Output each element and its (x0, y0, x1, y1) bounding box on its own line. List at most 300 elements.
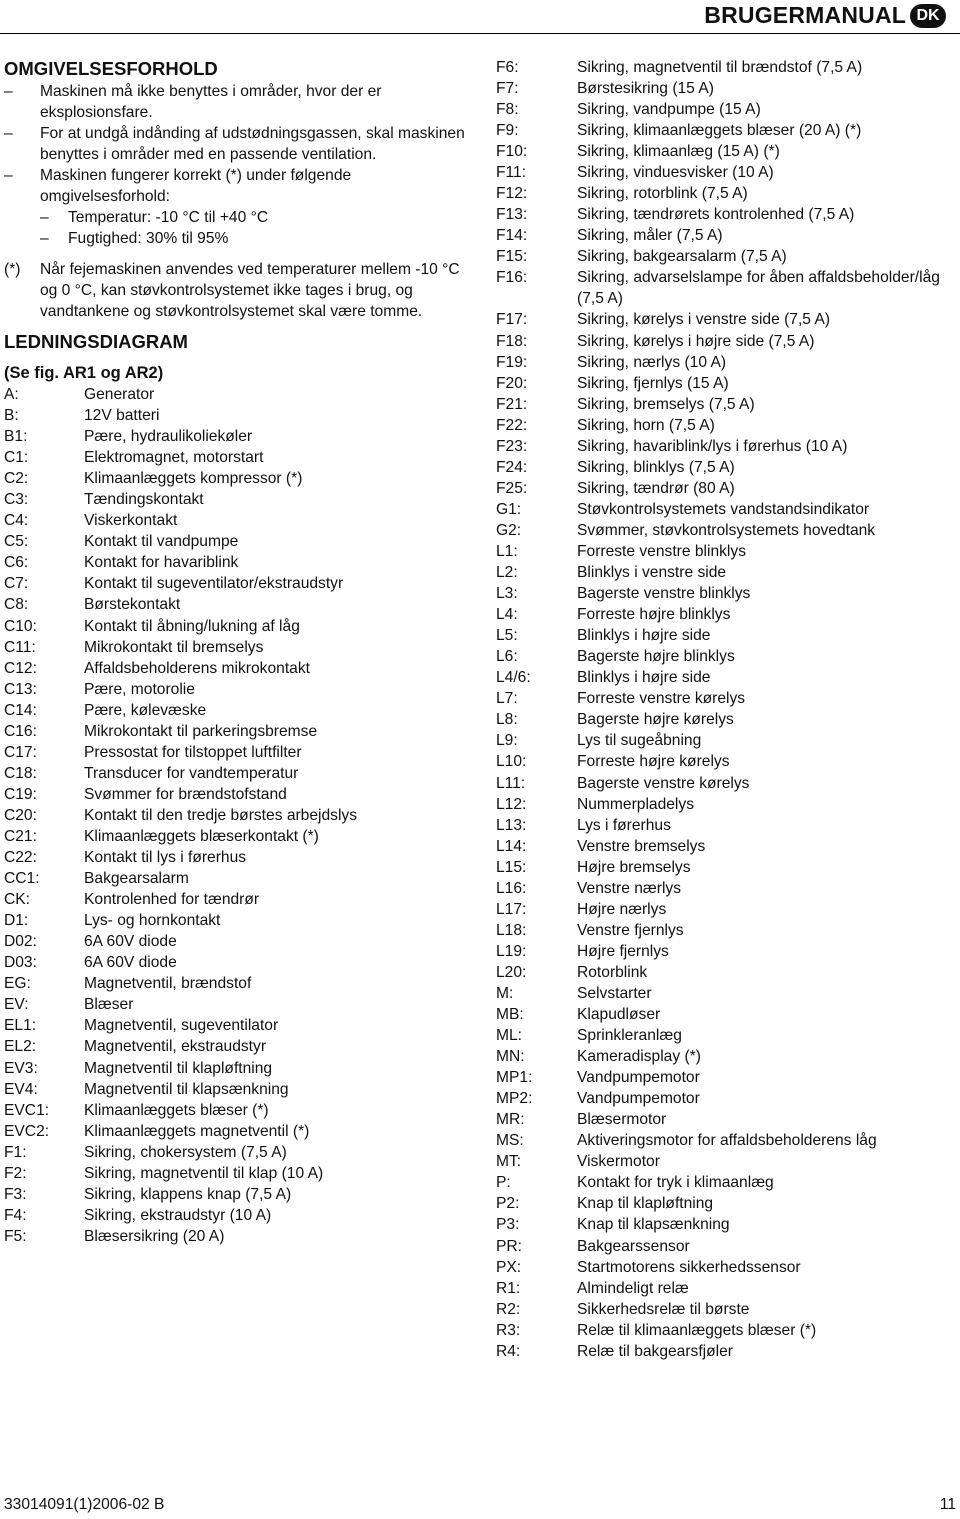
legend-row (4, 721, 474, 742)
section-title-environment: OMGIVELSESFORHOLD (4, 58, 218, 79)
legend-row (496, 1341, 956, 1362)
legend-row (4, 573, 474, 594)
figure-reference: (Se fig. AR1 og AR2) (4, 364, 164, 382)
component-code: B: (4, 407, 19, 425)
legend-row (4, 784, 474, 805)
component-code: R3: (496, 1321, 521, 1339)
component-description: Vandpumpemotor (577, 1090, 700, 1108)
legend-row (496, 57, 956, 78)
legend-row (496, 520, 956, 541)
legend-row (4, 531, 474, 552)
legend-row (4, 1100, 474, 1121)
page-header (0, 0, 960, 34)
component-description: Vandpumpemotor (577, 1069, 700, 1087)
component-code: C18: (4, 764, 37, 782)
legend-row (496, 78, 956, 99)
component-description: Sikring, chokersystem (7,5 A) (84, 1143, 287, 1161)
component-code: F5: (4, 1227, 27, 1245)
component-description: Sikring, vinduesvisker (10 A) (577, 164, 774, 182)
legend-row (496, 309, 956, 330)
component-code: G1: (496, 500, 522, 518)
component-description: Sikring, kørelys i venstre side (7,5 A) (577, 311, 831, 329)
component-code: L2: (496, 564, 518, 582)
component-code: G2: (496, 521, 522, 539)
component-description: Svømmer, støvkontrolsystemets hovedtank (577, 521, 876, 539)
legend-row (496, 1130, 956, 1151)
component-description: Klimaanlæggets blæserkontakt (*) (84, 827, 319, 845)
component-code: PX: (496, 1258, 522, 1276)
component-description: Klapudløser (577, 1006, 661, 1024)
component-code: C7: (4, 575, 29, 593)
legend-row (4, 1015, 474, 1036)
component-code: F14: (496, 227, 528, 245)
component-description: Sikkerhedsrelæ til børste (577, 1300, 750, 1318)
component-description: Nummerpladelys (577, 795, 694, 813)
legend-row (496, 225, 956, 246)
manual-title: BRUGERMANUAL (704, 2, 906, 28)
component-description: Generator (84, 386, 155, 403)
component-code: F12: (496, 185, 528, 203)
footnote-text: Når fejemaskinen anvendes ved temperaturer mellem -10 °C og 0 °C, kan støvkontrolsystemet ikke tages i brug, og vandtankene og støvkontrolsystemet skal være tomme. (40, 261, 460, 320)
component-description: Elektromagnet, motorstart (84, 449, 264, 467)
legend-row (496, 1172, 956, 1193)
legend-row (4, 847, 474, 868)
component-description: Sikring, nærlys (10 A) (577, 353, 727, 371)
legend-row (4, 868, 474, 889)
legend-row (496, 267, 956, 309)
component-code: C1: (4, 449, 29, 467)
component-description: Bagerste højre blinklys (577, 648, 735, 666)
legend-row (496, 162, 956, 183)
component-code: F3: (4, 1185, 27, 1203)
component-description: Sikring, klimaanlæg (15 A) (*) (577, 143, 780, 161)
component-description: Tændingskontakt (84, 491, 204, 509)
legend-row (4, 1079, 474, 1100)
component-code: F21: (496, 395, 528, 413)
component-code: CC1: (4, 870, 40, 888)
dash-bullet: – (40, 230, 49, 247)
component-description: Pære, kølevæske (84, 701, 207, 719)
component-description: Knap til klapsænkning (577, 1216, 730, 1234)
component-code: C16: (4, 722, 37, 740)
component-code: D02: (4, 933, 37, 951)
bullet-item: – For at undgå indånding af udstødningsgassen, skal maskinen benyttes i områder med en passende ventilation. (4, 125, 465, 163)
component-code: F7: (496, 80, 519, 98)
component-description: Sikring, vandpumpe (15 A) (577, 101, 761, 119)
component-description: Blinklys i venstre side (577, 564, 727, 582)
component-code: L13: (496, 816, 527, 834)
component-description: Kameradisplay (*) (577, 1048, 701, 1066)
legend-row (496, 1046, 956, 1067)
component-description: Kontakt til lys i førerhus (84, 849, 247, 867)
legend-row (4, 763, 474, 784)
right-column (496, 57, 956, 1362)
component-code: L3: (496, 585, 518, 603)
left-column (4, 57, 474, 1247)
legend-row (4, 1121, 474, 1142)
legend-row (496, 373, 956, 394)
legend-row (496, 815, 956, 836)
legend-row (4, 510, 474, 531)
legend-row (496, 541, 956, 562)
component-description: Klimaanlæggets blæser (*) (84, 1101, 269, 1119)
component-description: Kontakt for tryk i klimaanlæg (577, 1174, 774, 1192)
component-code: EV: (4, 996, 29, 1014)
legend-row (496, 1257, 956, 1278)
page-number: 11 (939, 1496, 956, 1513)
component-description: Lys til sugeåbning (577, 732, 702, 750)
component-code: L17: (496, 900, 527, 918)
legend-row (4, 1226, 474, 1247)
component-description: Bakgearsalarm (84, 870, 189, 888)
component-code: R4: (496, 1342, 521, 1360)
legend-row (496, 99, 956, 120)
legend-row (496, 899, 956, 920)
legend-row (496, 688, 956, 709)
component-code: C14: (4, 701, 37, 719)
component-description: Sikring, blinklys (7,5 A) (577, 458, 735, 476)
component-code: F13: (496, 206, 528, 224)
component-code: F9: (496, 122, 519, 140)
legend-row (496, 478, 956, 499)
component-code: C17: (4, 743, 37, 761)
component-code: MB: (496, 1006, 524, 1024)
component-description: Forreste venstre kørelys (577, 690, 746, 708)
component-code: MP2: (496, 1090, 533, 1108)
component-description: Sikring, fjernlys (15 A) (577, 374, 729, 392)
component-code: C2: (4, 470, 29, 488)
component-code: F25: (496, 479, 528, 497)
component-code: C4: (4, 512, 29, 530)
legend-row (496, 1067, 956, 1088)
component-code: L14: (496, 837, 527, 855)
legend-row (496, 120, 956, 141)
component-description: Sikring, bakgearsalarm (7,5 A) (577, 248, 787, 266)
component-code: R1: (496, 1279, 521, 1297)
component-code: F4: (4, 1206, 27, 1224)
component-description: Pressostat for tilstoppet luftfilter (84, 743, 302, 761)
component-code: MN: (496, 1048, 525, 1066)
component-description: Forreste venstre blinklys (577, 542, 746, 560)
component-description: Magnetventil til klapløftning (84, 1059, 273, 1077)
component-description: Venstre fjernlys (577, 921, 684, 939)
component-code: EVC2: (4, 1122, 50, 1140)
section-title-wiring: LEDNINGSDIAGRAM (4, 331, 188, 352)
legend-row (496, 1088, 956, 1109)
legend-row (4, 679, 474, 700)
component-description: Sikring, magnetventil til brændstof (7,5 A) (577, 59, 863, 76)
component-description: Sikring, klappens knap (7,5 A) (84, 1185, 292, 1203)
legend-row (496, 1004, 956, 1025)
component-description: Magnetventil, brændstof (84, 975, 252, 993)
component-code: L16: (496, 879, 527, 897)
bullet-item: – Maskinen fungerer korrekt (*) under følgende omgivelsesforhold: (4, 167, 352, 205)
component-description: Sikring, tændrør (80 A) (577, 479, 735, 497)
component-code: F23: (496, 437, 528, 455)
component-code: A: (4, 386, 19, 403)
component-code: MP1: (496, 1069, 533, 1087)
component-description: Relæ til klimaanlæggets blæser (*) (577, 1321, 817, 1339)
component-description: Affaldsbeholderens mikrokontakt (84, 659, 310, 677)
component-code: L7: (496, 690, 518, 708)
component-code: C10: (4, 617, 37, 635)
sub-bullet-item: – Fugtighed: 30% til 95% (40, 230, 229, 247)
component-description: Venstre bremselys (577, 837, 706, 855)
component-code: EVC1: (4, 1101, 50, 1119)
component-description: Børstekontakt (84, 596, 181, 614)
legend-row (496, 1151, 956, 1172)
legend-row (496, 962, 956, 983)
legend-row (496, 1193, 956, 1214)
component-code: C6: (4, 554, 29, 572)
legend-row (496, 730, 956, 751)
language-badge: DK (910, 4, 946, 28)
component-description: Sikring, advarselslampe for åben affaldsbeholder/låg (7,5 A) (577, 269, 940, 308)
bullet-item: – Maskinen må ikke benyttes i områder, hvor der er eksplosionsfare. (4, 83, 382, 121)
component-list-right (496, 57, 956, 1362)
component-code: C13: (4, 680, 37, 698)
component-code: MS: (496, 1132, 524, 1150)
component-list-left (4, 384, 474, 1247)
component-description: Mikrokontakt til parkeringsbremse (84, 722, 318, 740)
component-description: Sikring, kørelys i højre side (7,5 A) (577, 332, 815, 350)
component-description: Sikring, ekstraudstyr (10 A) (84, 1206, 272, 1224)
legend-row (496, 878, 956, 899)
component-description: Kontrolenhed for tændrør (84, 891, 260, 909)
legend-row (4, 637, 474, 658)
component-description: Knap til klapløftning (577, 1195, 714, 1213)
component-code: F11: (496, 164, 527, 182)
legend-row (4, 973, 474, 994)
component-code: D03: (4, 954, 37, 972)
component-description: Startmotorens sikkerhedssensor (577, 1258, 801, 1276)
component-code: F19: (496, 353, 528, 371)
legend-row (496, 773, 956, 794)
component-code: F2: (4, 1164, 27, 1182)
component-description: Venstre nærlys (577, 879, 682, 897)
component-description: Sikring, horn (7,5 A) (577, 416, 715, 434)
component-code: C20: (4, 806, 37, 824)
legend-row (4, 910, 474, 931)
legend-row (4, 1036, 474, 1057)
legend-row (4, 447, 474, 468)
component-description: Lys i førerhus (577, 816, 671, 834)
component-code: F8: (496, 101, 519, 119)
component-description: 6A 60V diode (84, 954, 177, 972)
component-description: Bagerste venstre blinklys (577, 585, 751, 603)
component-code: L8: (496, 711, 518, 729)
component-description: Forreste højre kørelys (577, 753, 730, 771)
legend-row (496, 352, 956, 373)
component-description: Højre nærlys (577, 900, 667, 918)
component-code: L11: (496, 774, 526, 792)
component-description: Mikrokontakt til bremselys (84, 638, 264, 656)
component-description: Sikring, bremselys (7,5 A) (577, 395, 755, 413)
component-code: L6: (496, 648, 518, 666)
dash-bullet: – (40, 209, 49, 226)
legend-row (4, 952, 474, 973)
component-code: L19: (496, 942, 527, 960)
component-description: Klimaanlæggets kompressor (*) (84, 470, 303, 488)
legend-row (4, 889, 474, 910)
component-code: P2: (496, 1195, 520, 1213)
legend-row (4, 489, 474, 510)
component-description: Aktiveringsmotor for affaldsbeholderens låg (577, 1132, 877, 1150)
component-description: Sikring, rotorblink (7,5 A) (577, 185, 748, 203)
component-code: MR: (496, 1111, 525, 1129)
legend-row (4, 1058, 474, 1079)
legend-row (4, 994, 474, 1015)
component-code: EV3: (4, 1059, 38, 1077)
component-code: L12: (496, 795, 527, 813)
legend-row (496, 751, 956, 772)
component-description: Kontakt for havariblink (84, 554, 239, 572)
component-code: F22: (496, 416, 528, 434)
component-description: Bagerste højre kørelys (577, 711, 734, 729)
legend-row (496, 983, 956, 1004)
component-code: EG: (4, 975, 31, 993)
legend-row (496, 1278, 956, 1299)
component-description: Højre fjernlys (577, 942, 669, 960)
footnote (4, 259, 474, 322)
component-description: Pære, motorolie (84, 680, 195, 698)
component-code: CK: (4, 891, 30, 909)
component-description: Kontakt til den tredje børstes arbejdslys (84, 806, 358, 824)
component-code: L1: (496, 542, 518, 560)
component-code: C19: (4, 785, 37, 803)
component-code: EL1: (4, 1017, 37, 1035)
component-description: Viskerkontakt (84, 512, 178, 530)
dash-bullet: – (4, 167, 13, 184)
component-code: L9: (496, 732, 518, 750)
legend-row (496, 415, 956, 436)
legend-row (4, 552, 474, 573)
component-description: Højre bremselys (577, 858, 691, 876)
footnote-mark: (*) (4, 261, 21, 278)
component-description: Børstesikring (15 A) (577, 80, 714, 98)
legend-row (496, 562, 956, 583)
component-description: Sikring, tændrørets kontrolenhed (7,5 A) (577, 206, 855, 224)
component-code: P: (496, 1174, 511, 1192)
legend-row (496, 1320, 956, 1341)
component-code: C11: (4, 638, 36, 656)
component-code: F6: (496, 59, 519, 76)
legend-row (4, 1205, 474, 1226)
component-description: Blæser (84, 996, 134, 1014)
legend-row (496, 1109, 956, 1130)
component-description: Relæ til bakgearsfjøler (577, 1342, 733, 1360)
component-code: L18: (496, 921, 527, 939)
legend-row (496, 183, 956, 204)
component-code: B1: (4, 428, 28, 446)
legend-row (496, 941, 956, 962)
component-code: L15: (496, 858, 527, 876)
component-code: M: (496, 984, 514, 1002)
component-code: C8: (4, 596, 29, 614)
component-description: Magnetventil, ekstraudstyr (84, 1038, 267, 1056)
legend-row (4, 616, 474, 637)
component-code: EL2: (4, 1038, 37, 1056)
legend-row (4, 826, 474, 847)
legend-row (4, 805, 474, 826)
component-code: C5: (4, 533, 29, 551)
component-description: Magnetventil, sugeventilator (84, 1017, 279, 1035)
legend-row (496, 457, 956, 478)
component-description: Blinklys i højre side (577, 669, 711, 687)
component-description: Blæsersikring (20 A) (84, 1227, 225, 1245)
component-code: C12: (4, 659, 37, 677)
component-description: Støvkontrolsystemets vandstandsindikator (577, 500, 870, 518)
component-description: Klimaanlæggets magnetventil (*) (84, 1122, 310, 1140)
component-description: Forreste højre blinklys (577, 606, 731, 624)
legend-row (4, 658, 474, 679)
legend-row (496, 604, 956, 625)
legend-row (496, 204, 956, 225)
legend-row (496, 857, 956, 878)
component-description: Bagerste venstre kørelys (577, 774, 750, 792)
legend-row (496, 1214, 956, 1235)
legend-row (4, 405, 474, 426)
legend-row (496, 1025, 956, 1046)
legend-row (496, 141, 956, 162)
component-code: F16: (496, 269, 528, 287)
component-description: Lys- og hornkontakt (84, 912, 221, 930)
component-description: Sikring, måler (7,5 A) (577, 227, 723, 245)
component-description: Magnetventil til klapsænkning (84, 1080, 289, 1098)
component-code: L4/6: (496, 669, 531, 687)
legend-row (496, 1236, 956, 1257)
legend-row (496, 436, 956, 457)
component-description: Blinklys i højre side (577, 627, 711, 645)
component-description: Rotorblink (577, 963, 648, 981)
component-code: EV4: (4, 1080, 38, 1098)
component-description: Kontakt til åbning/lukning af låg (84, 617, 300, 635)
legend-row (496, 246, 956, 267)
component-code: F17: (496, 311, 528, 329)
legend-row (496, 646, 956, 667)
component-code: R2: (496, 1300, 521, 1318)
legend-row (496, 836, 956, 857)
component-code: C22: (4, 849, 37, 867)
component-code: F10: (496, 143, 528, 161)
component-description: Bakgearssensor (577, 1237, 690, 1255)
component-code: C3: (4, 491, 29, 509)
legend-row (496, 1299, 956, 1320)
legend-row (4, 426, 474, 447)
component-description: Sikring, havariblink/lys i førerhus (10 A) (577, 437, 848, 455)
component-code: F24: (496, 458, 528, 476)
component-code: D1: (4, 912, 29, 930)
legend-row (496, 394, 956, 415)
legend-row (4, 742, 474, 763)
component-description: Kontakt til vandpumpe (84, 533, 239, 551)
legend-row (496, 667, 956, 688)
sub-bullet-item: – Temperatur: -10 °C til +40 °C (40, 209, 269, 226)
component-description: Svømmer for brændstofstand (84, 785, 287, 803)
legend-row (496, 794, 956, 815)
component-code: P3: (496, 1216, 520, 1234)
component-code: L4: (496, 606, 518, 624)
component-description: Almindeligt relæ (577, 1279, 689, 1297)
component-description: Transducer for vandtemperatur (84, 764, 299, 782)
component-description: Viskermotor (577, 1153, 660, 1171)
dash-bullet: – (4, 83, 13, 100)
component-description: Sprinkleranlæg (577, 1027, 682, 1045)
legend-row (496, 625, 956, 646)
component-code: L10: (496, 753, 527, 771)
component-code: PR: (496, 1237, 522, 1255)
component-code: F1: (4, 1143, 27, 1161)
